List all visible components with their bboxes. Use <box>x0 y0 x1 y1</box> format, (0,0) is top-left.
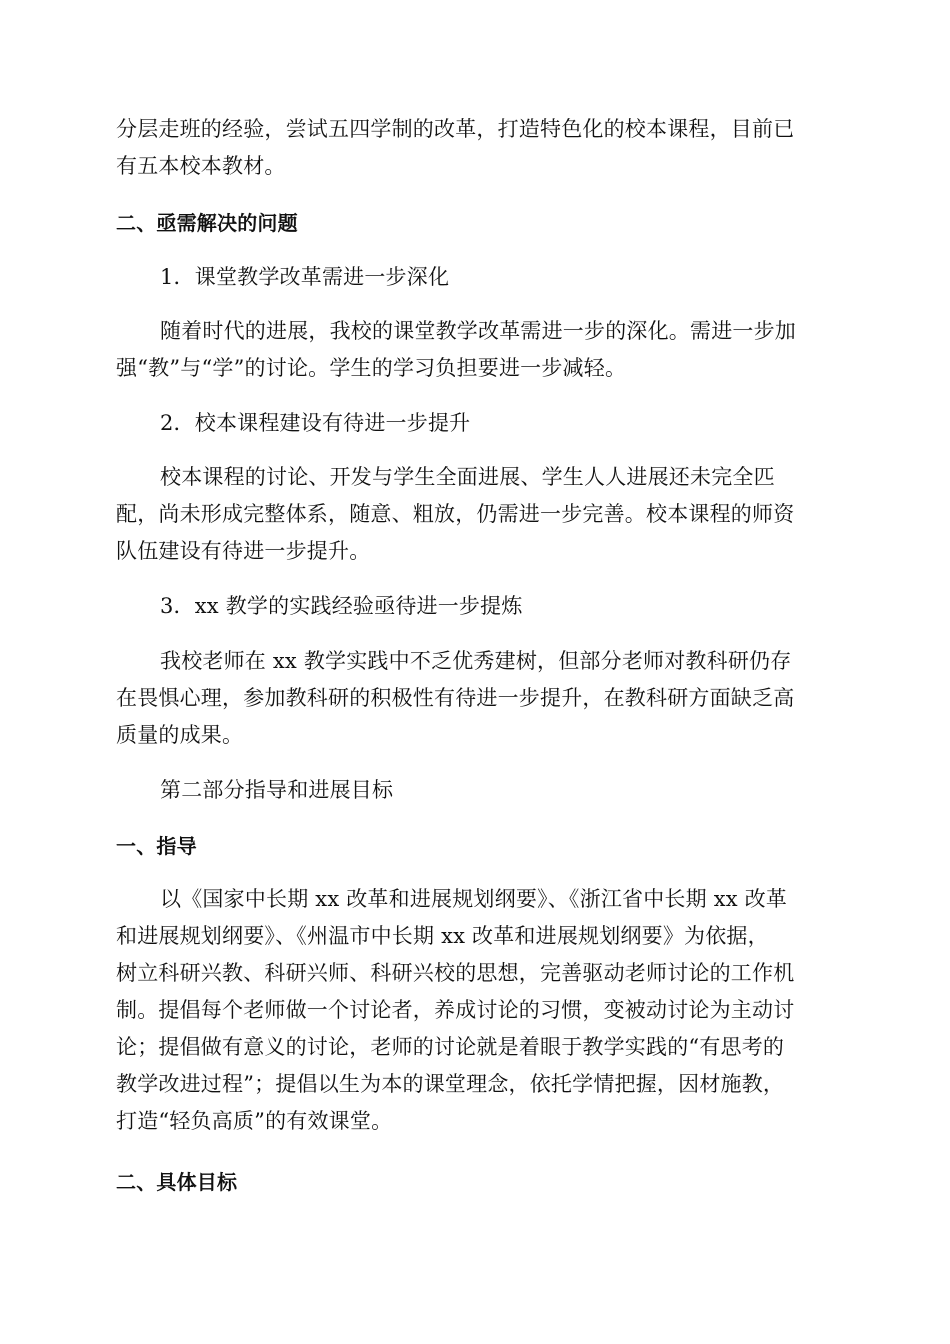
body-text-line: 随着时代的进展，我校的课堂教学改革需进一步的深化。需进一步加 <box>160 319 796 343</box>
body-text-line: 我校老师在 xx 教学实践中不乏优秀建树，但部分老师对教科研仍存 <box>160 649 792 673</box>
body-text-line: 质量的成果。 <box>116 723 244 747</box>
body-text-line: 分层走班的经验，尝试五四学制的改革，打造特色化的校本课程，目前已 <box>116 117 795 141</box>
body-text-line: 队伍建设有待进一步提升。 <box>116 539 371 563</box>
body-text-line: 配，尚未形成完整体系，随意、粗放，仍需进一步完善。校本课程的师资 <box>116 502 795 526</box>
body-text-line: 论；提倡做有意义的讨论，老师的讨论就是着眼于教学实践的“有思考的 <box>116 1035 785 1059</box>
body-text-line: 制。提倡每个老师做一个讨论者，养成讨论的习惯，变被动讨论为主动讨 <box>116 998 795 1022</box>
body-text-line: 强“教”与“学”的讨论。学生的学习负担要进一步减轻。 <box>116 356 627 380</box>
body-text-line: 树立科研兴教、科研兴师、科研兴校的思想，完善驱动老师讨论的工作机 <box>116 961 795 985</box>
section-heading: 二、亟需解决的问题 <box>116 211 298 235</box>
body-text-line: 打造“轻负高质”的有效课堂。 <box>116 1109 393 1133</box>
part-heading: 第二部分指导和进展目标 <box>160 778 394 802</box>
body-text-line: 有五本校本教材。 <box>116 154 286 178</box>
section-heading: 一、指导 <box>116 834 197 858</box>
body-text-line: 校本课程的讨论、开发与学生全面进展、学生人人进展还未完全匹 <box>160 465 775 489</box>
subsection-heading: 1．课堂教学改革需进一步深化 <box>160 265 450 289</box>
body-text-line: 和进展规划纲要》、《州温市中长期 xx 改革和进展规划纲要》为依据， <box>116 924 769 948</box>
subsection-heading: 3．xx 教学的实践经验亟待进一步提炼 <box>160 594 523 618</box>
body-text-line: 在畏惧心理，参加教科研的积极性有待进一步提升，在教科研方面缺乏高 <box>116 686 795 710</box>
section-heading: 二、具体目标 <box>116 1170 238 1194</box>
body-text-line: 教学改进过程”；提倡以生为本的课堂理念，依托学情把握，因材施教， <box>116 1072 785 1096</box>
subsection-heading: 2．校本课程建设有待进一步提升 <box>160 411 471 435</box>
body-text-line: 以《国家中长期 xx 改革和进展规划纲要》、《浙江省中长期 xx 改革 <box>160 887 788 911</box>
